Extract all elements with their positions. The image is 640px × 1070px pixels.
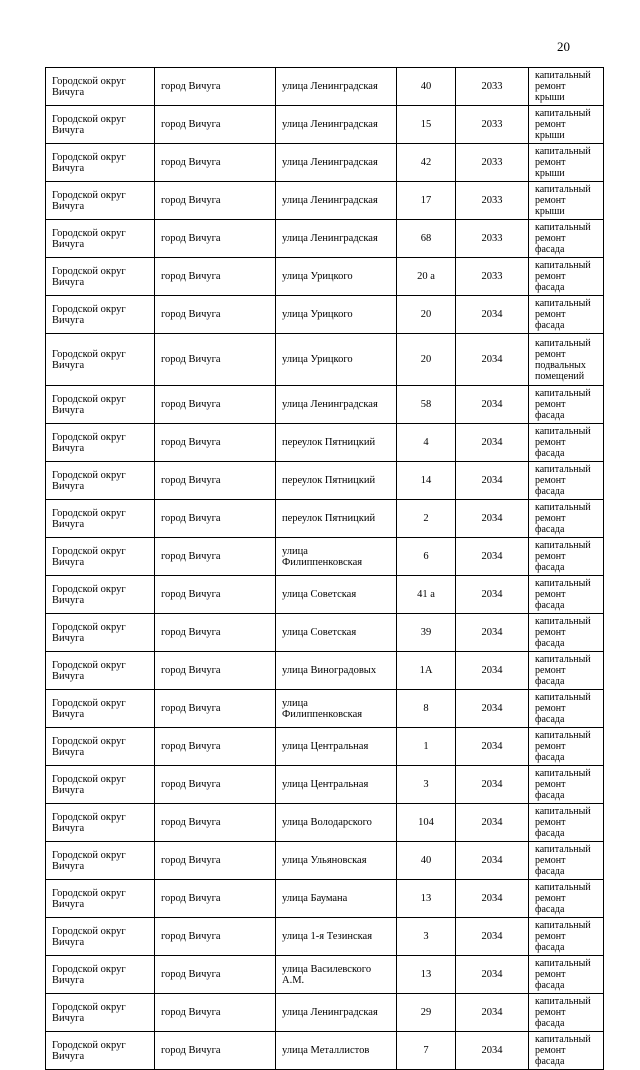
house-number-cell: 40	[397, 842, 456, 880]
city-cell: город Вичуга	[155, 880, 276, 918]
work-type-cell: капитальный ремонт фасада	[529, 258, 604, 296]
work-type-cell: капитальный ремонт крыши	[529, 68, 604, 106]
street-cell: улица Ленинградская	[276, 106, 397, 144]
street-cell: переулок Пятницкий	[276, 462, 397, 500]
work-type-cell: капитальный ремонт фасада	[529, 652, 604, 690]
city-cell: город Вичуга	[155, 804, 276, 842]
year-cell: 2034	[456, 1032, 529, 1070]
table-row	[46, 728, 604, 766]
house-number-cell: 20	[397, 334, 456, 386]
municipality-cell: Городской округ Вичуга	[46, 994, 155, 1032]
city-cell: город Вичуга	[155, 576, 276, 614]
year-cell: 2034	[456, 918, 529, 956]
street-cell: улица Василевского А.М.	[276, 956, 397, 994]
street-cell: улица Ленинградская	[276, 68, 397, 106]
work-type-cell: капитальный ремонт фасада	[529, 462, 604, 500]
street-cell: улица Советская	[276, 614, 397, 652]
city-cell: город Вичуга	[155, 500, 276, 538]
table-row	[46, 690, 604, 728]
house-number-cell: 13	[397, 956, 456, 994]
work-type-cell: капитальный ремонт фасада	[529, 576, 604, 614]
work-type-cell: капитальный ремонт фасада	[529, 500, 604, 538]
table-row	[46, 220, 604, 258]
municipality-cell: Городской округ Вичуга	[46, 956, 155, 994]
city-cell: город Вичуга	[155, 220, 276, 258]
house-number-cell: 42	[397, 144, 456, 182]
municipality-cell: Городской округ Вичуга	[46, 462, 155, 500]
year-cell: 2034	[456, 576, 529, 614]
street-cell: улица Урицкого	[276, 258, 397, 296]
city-cell: город Вичуга	[155, 462, 276, 500]
street-cell: улица 1-я Тезинская	[276, 918, 397, 956]
table-row	[46, 576, 604, 614]
table-row	[46, 994, 604, 1032]
house-number-cell: 7	[397, 1032, 456, 1070]
work-type-cell: капитальный ремонт фасада	[529, 538, 604, 576]
table-row	[46, 424, 604, 462]
municipality-cell: Городской округ Вичуга	[46, 652, 155, 690]
city-cell: город Вичуга	[155, 994, 276, 1032]
work-type-cell: капитальный ремонт фасада	[529, 296, 604, 334]
work-type-cell: капитальный ремонт фасада	[529, 614, 604, 652]
house-number-cell: 3	[397, 766, 456, 804]
house-number-cell: 6	[397, 538, 456, 576]
street-cell: улица Филиппенковская	[276, 538, 397, 576]
year-cell: 2033	[456, 258, 529, 296]
table-row	[46, 614, 604, 652]
street-cell: улица Баумана	[276, 880, 397, 918]
year-cell: 2034	[456, 652, 529, 690]
work-type-cell: капитальный ремонт фасада	[529, 220, 604, 258]
table-row	[46, 956, 604, 994]
street-cell: улица Урицкого	[276, 296, 397, 334]
municipality-cell: Городской округ Вичуга	[46, 182, 155, 220]
table-row	[46, 918, 604, 956]
municipality-cell: Городской округ Вичуга	[46, 804, 155, 842]
work-type-cell: капитальный ремонт фасада	[529, 690, 604, 728]
year-cell: 2034	[456, 728, 529, 766]
year-cell: 2034	[456, 424, 529, 462]
table-row	[46, 1032, 604, 1070]
year-cell: 2034	[456, 994, 529, 1032]
house-number-cell: 58	[397, 386, 456, 424]
municipality-cell: Городской округ Вичуга	[46, 728, 155, 766]
table-row	[46, 386, 604, 424]
city-cell: город Вичуга	[155, 296, 276, 334]
year-cell: 2034	[456, 614, 529, 652]
table-row	[46, 68, 604, 106]
work-type-cell: капитальный ремонт фасада	[529, 1032, 604, 1070]
year-cell: 2034	[456, 500, 529, 538]
year-cell: 2034	[456, 842, 529, 880]
city-cell: город Вичуга	[155, 956, 276, 994]
street-cell: улица Ленинградская	[276, 994, 397, 1032]
municipality-cell: Городской округ Вичуга	[46, 220, 155, 258]
street-cell: улица Филиппенковская	[276, 690, 397, 728]
city-cell: город Вичуга	[155, 918, 276, 956]
city-cell: город Вичуга	[155, 538, 276, 576]
house-number-cell: 104	[397, 804, 456, 842]
street-cell: улица Виноградовых	[276, 652, 397, 690]
street-cell: улица Центральная	[276, 728, 397, 766]
city-cell: город Вичуга	[155, 334, 276, 386]
house-number-cell: 3	[397, 918, 456, 956]
city-cell: город Вичуга	[155, 106, 276, 144]
work-type-cell: капитальный ремонт фасада	[529, 766, 604, 804]
street-cell: улица Урицкого	[276, 334, 397, 386]
city-cell: город Вичуга	[155, 182, 276, 220]
house-number-cell: 68	[397, 220, 456, 258]
work-type-cell: капитальный ремонт фасада	[529, 918, 604, 956]
street-cell: переулок Пятницкий	[276, 500, 397, 538]
city-cell: город Вичуга	[155, 144, 276, 182]
work-type-cell: капитальный ремонт фасада	[529, 386, 604, 424]
table-row	[46, 296, 604, 334]
street-cell: улица Ленинградская	[276, 386, 397, 424]
year-cell: 2033	[456, 182, 529, 220]
house-number-cell: 14	[397, 462, 456, 500]
street-cell: улица Металлистов	[276, 1032, 397, 1070]
municipality-cell: Городской округ Вичуга	[46, 918, 155, 956]
street-cell: улица Ленинградская	[276, 144, 397, 182]
work-type-cell: капитальный ремонт подвальных помещений	[529, 334, 604, 386]
work-type-cell: капитальный ремонт фасада	[529, 994, 604, 1032]
street-cell: улица Центральная	[276, 766, 397, 804]
year-cell: 2033	[456, 106, 529, 144]
city-cell: город Вичуга	[155, 766, 276, 804]
work-type-cell: капитальный ремонт фасада	[529, 880, 604, 918]
work-type-cell: капитальный ремонт крыши	[529, 144, 604, 182]
municipality-cell: Городской округ Вичуга	[46, 690, 155, 728]
table-row	[46, 500, 604, 538]
table-row	[46, 144, 604, 182]
municipality-cell: Городской округ Вичуга	[46, 880, 155, 918]
municipality-cell: Городской округ Вичуга	[46, 538, 155, 576]
city-cell: город Вичуга	[155, 690, 276, 728]
municipality-cell: Городской округ Вичуга	[46, 334, 155, 386]
table-body	[46, 68, 604, 1070]
street-cell: улица Ленинградская	[276, 182, 397, 220]
work-type-cell: капитальный ремонт фасада	[529, 956, 604, 994]
house-number-cell: 1А	[397, 652, 456, 690]
city-cell: город Вичуга	[155, 1032, 276, 1070]
municipality-cell: Городской округ Вичуга	[46, 576, 155, 614]
year-cell: 2034	[456, 956, 529, 994]
page-number: 20	[557, 39, 570, 54]
city-cell: город Вичуга	[155, 728, 276, 766]
year-cell: 2033	[456, 144, 529, 182]
house-number-cell: 4	[397, 424, 456, 462]
house-number-cell: 40	[397, 68, 456, 106]
municipality-cell: Городской округ Вичуга	[46, 614, 155, 652]
table-row	[46, 538, 604, 576]
city-cell: город Вичуга	[155, 652, 276, 690]
house-number-cell: 8	[397, 690, 456, 728]
house-number-cell: 41 а	[397, 576, 456, 614]
street-cell: переулок Пятницкий	[276, 424, 397, 462]
table-row	[46, 258, 604, 296]
street-cell: улица Ленинградская	[276, 220, 397, 258]
municipality-cell: Городской округ Вичуга	[46, 386, 155, 424]
city-cell: город Вичуга	[155, 842, 276, 880]
year-cell: 2034	[456, 462, 529, 500]
year-cell: 2034	[456, 296, 529, 334]
table-row	[46, 462, 604, 500]
municipality-cell: Городской округ Вичуга	[46, 424, 155, 462]
year-cell: 2034	[456, 538, 529, 576]
table-row	[46, 766, 604, 804]
year-cell: 2034	[456, 880, 529, 918]
repair-schedule-table	[45, 67, 604, 1070]
house-number-cell: 1	[397, 728, 456, 766]
table-row	[46, 106, 604, 144]
city-cell: город Вичуга	[155, 424, 276, 462]
municipality-cell: Городской округ Вичуга	[46, 842, 155, 880]
work-type-cell: капитальный ремонт фасада	[529, 804, 604, 842]
house-number-cell: 20 а	[397, 258, 456, 296]
year-cell: 2034	[456, 804, 529, 842]
city-cell: город Вичуга	[155, 258, 276, 296]
work-type-cell: капитальный ремонт фасада	[529, 424, 604, 462]
year-cell: 2034	[456, 766, 529, 804]
work-type-cell: капитальный ремонт фасада	[529, 842, 604, 880]
table-row	[46, 182, 604, 220]
municipality-cell: Городской округ Вичуга	[46, 500, 155, 538]
year-cell: 2034	[456, 690, 529, 728]
house-number-cell: 17	[397, 182, 456, 220]
street-cell: улица Володарского	[276, 804, 397, 842]
year-cell: 2034	[456, 386, 529, 424]
year-cell: 2033	[456, 220, 529, 258]
house-number-cell: 13	[397, 880, 456, 918]
work-type-cell: капитальный ремонт крыши	[529, 182, 604, 220]
house-number-cell: 20	[397, 296, 456, 334]
municipality-cell: Городской округ Вичуга	[46, 1032, 155, 1070]
house-number-cell: 2	[397, 500, 456, 538]
municipality-cell: Городской округ Вичуга	[46, 144, 155, 182]
municipality-cell: Городской округ Вичуга	[46, 766, 155, 804]
municipality-cell: Городской округ Вичуга	[46, 106, 155, 144]
year-cell: 2033	[456, 68, 529, 106]
work-type-cell: капитальный ремонт крыши	[529, 106, 604, 144]
table-row	[46, 880, 604, 918]
work-type-cell: капитальный ремонт фасада	[529, 728, 604, 766]
table-row	[46, 334, 604, 386]
street-cell: улица Ульяновская	[276, 842, 397, 880]
year-cell: 2034	[456, 334, 529, 386]
house-number-cell: 15	[397, 106, 456, 144]
table-row	[46, 842, 604, 880]
municipality-cell: Городской округ Вичуга	[46, 258, 155, 296]
house-number-cell: 29	[397, 994, 456, 1032]
city-cell: город Вичуга	[155, 614, 276, 652]
table-row	[46, 804, 604, 842]
municipality-cell: Городской округ Вичуга	[46, 296, 155, 334]
city-cell: город Вичуга	[155, 68, 276, 106]
city-cell: город Вичуга	[155, 386, 276, 424]
table-row	[46, 652, 604, 690]
municipality-cell: Городской округ Вичуга	[46, 68, 155, 106]
house-number-cell: 39	[397, 614, 456, 652]
street-cell: улица Советская	[276, 576, 397, 614]
